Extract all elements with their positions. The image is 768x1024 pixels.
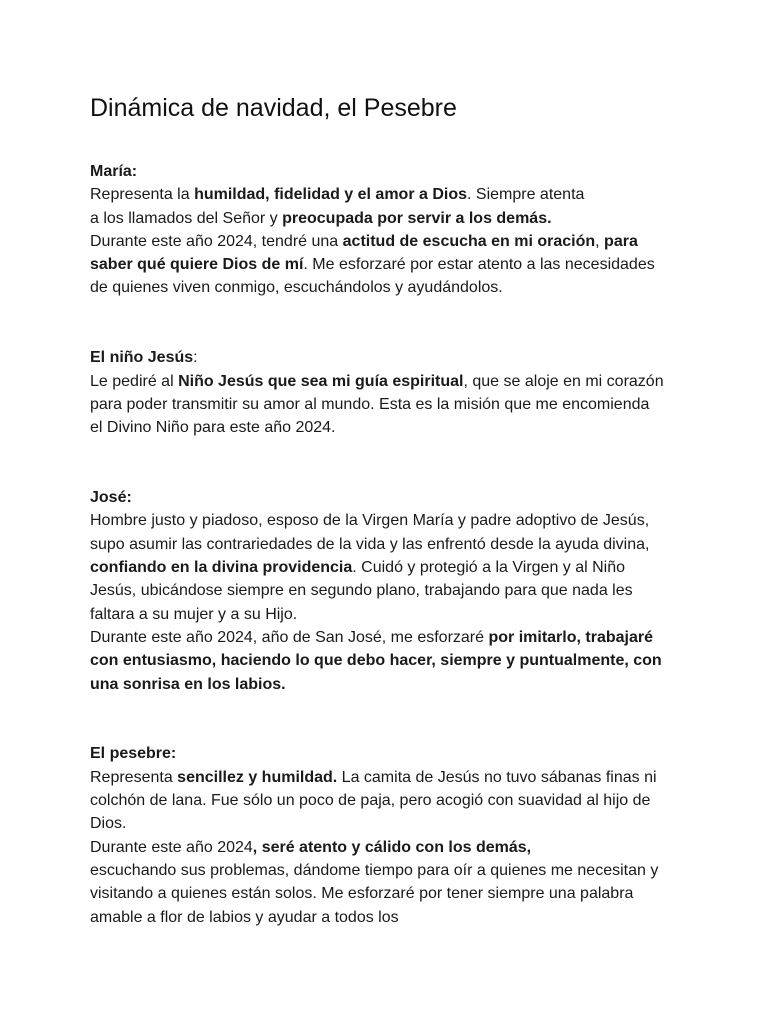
section-heading: El pesebre: (90, 745, 177, 763)
paragraph-line: Hombre justo y piadoso, esposo de la Virgen María y padre adoptivo de Jesús, (90, 512, 650, 530)
paragraph-line: Jesús, ubicándose siempre en segundo plano, trabajando para que nada les (90, 582, 633, 600)
section-jose (90, 486, 690, 696)
paragraph-line: Representa sencillez y humildad. La camita de Jesús no tuvo sábanas finas ni (90, 768, 657, 786)
paragraph-line: Representa la humildad, fidelidad y el amor a Dios. Siempre atenta (90, 186, 585, 204)
paragraph-line: colchón de lana. Fue sólo un poco de paja, pero acogió con suavidad al hijo de (90, 792, 651, 810)
section-pesebre (90, 742, 690, 928)
paragraph-line: a los llamados del Señor y preocupada por servir a los demás. (90, 209, 552, 227)
section-maria (90, 160, 690, 300)
paragraph-line: supo asumir las contrariedades de la vida y las enfrentó desde la ayuda divina, (90, 535, 650, 553)
section-heading: María: (90, 163, 138, 180)
paragraph-line: Durante este año 2024, año de San José, me esforzaré por imitarlo, trabajaré (90, 628, 653, 646)
paragraph-line: para poder transmitir su amor al mundo. Esta es la misión que me encomienda (90, 395, 650, 413)
paragraph-line: el Divino Niño para este año 2024. (90, 419, 336, 437)
paragraph-line: Durante este año 2024, seré atento y cálido con los demás, (90, 838, 532, 856)
section-nino-jesus (90, 346, 690, 439)
paragraph-line: con entusiasmo, haciendo lo que debo hacer, siempre y puntualmente, con (90, 652, 662, 670)
paragraph-line: saber qué quiere Dios de mí. Me esforzaré por estar atento a las necesidades (90, 256, 655, 274)
paragraph-line: visitando a quienes están solos. Me esforzaré por tener siempre una palabra (90, 885, 634, 903)
section-heading: José: (90, 489, 132, 507)
document-page (90, 92, 690, 929)
paragraph-line: Durante este año 2024, tendré una actitud de escucha en mi oración, para (90, 232, 638, 250)
paragraph-line: confiando en la divina providencia. Cuidó y protegió a la Virgen y al Niño (90, 559, 626, 577)
paragraph-line: de quienes viven conmigo, escuchándolos y ayudándolos. (90, 279, 503, 297)
paragraph-line: escuchando sus problemas, dándome tiempo para oír a quienes me necesitan y (90, 861, 659, 879)
section-heading: El niño Jesús: (90, 349, 198, 367)
paragraph-line: una sonrisa en los labios. (90, 675, 286, 693)
paragraph-line: amable a flor de labios y ayudar a todos los (90, 908, 399, 926)
paragraph-line: Le pediré al Niño Jesús que sea mi guía espiritual, que se aloje en mi corazón (90, 372, 664, 390)
paragraph-line: Dios. (90, 815, 127, 833)
paragraph-line: faltara a su mujer y a su Hijo. (90, 605, 298, 623)
document-title: Dinámica de navidad, el Pesebre (90, 94, 457, 122)
